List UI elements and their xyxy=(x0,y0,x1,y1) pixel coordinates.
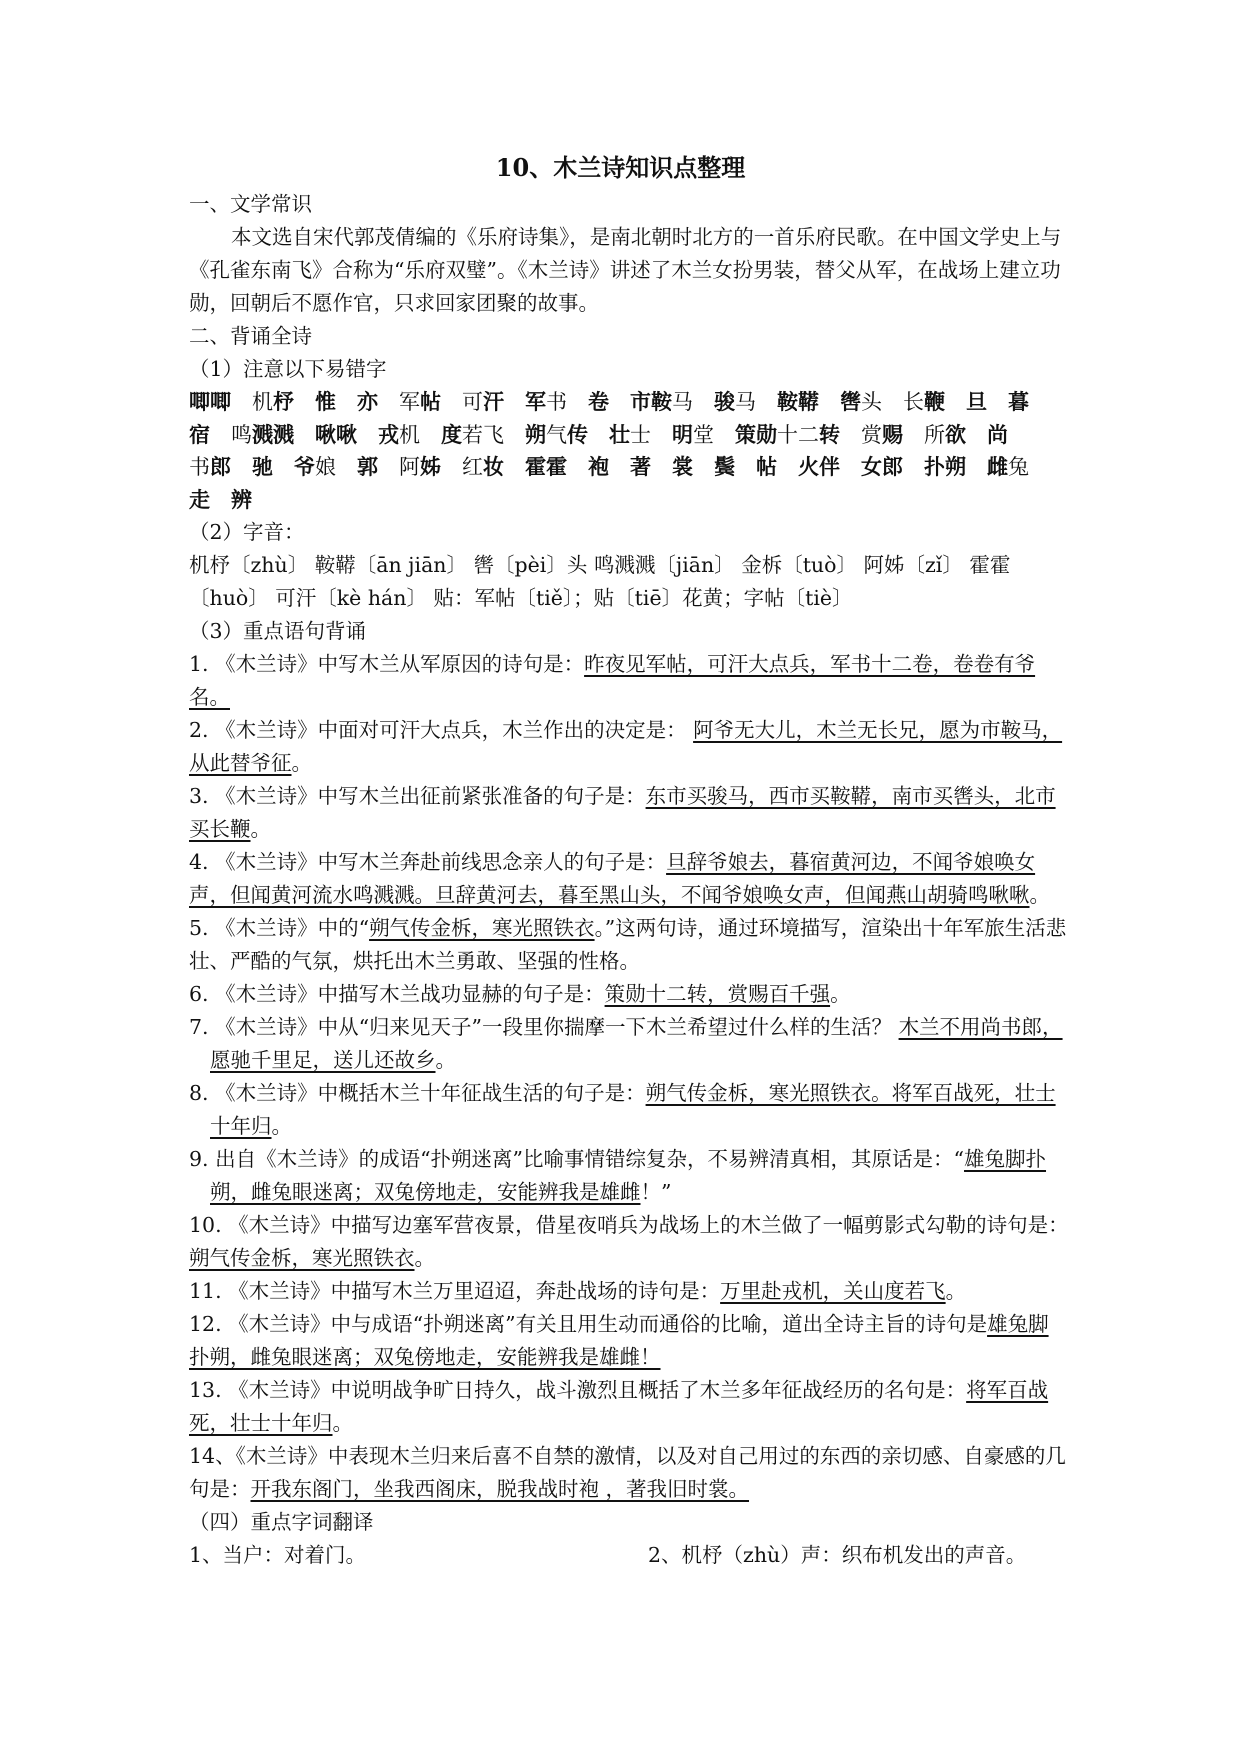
typo-word-part: 霍霍 xyxy=(525,454,567,479)
typo-word-part: 士 xyxy=(630,422,651,447)
recite-section xyxy=(189,320,1069,1572)
typo-word-part: 鞍鞯 xyxy=(777,389,819,414)
typo-word-part: 郭 xyxy=(357,454,378,479)
recitation-answer: 将军百战死，壮士十年归 xyxy=(189,1378,1049,1435)
typo-word-part: 袍 xyxy=(588,454,609,479)
typo-word-part: 帖 xyxy=(756,454,777,479)
typo-word-part: 书 xyxy=(546,390,567,414)
typo-word xyxy=(357,390,378,414)
typo-word-part: 姊 xyxy=(420,454,441,479)
recitation-answer: 木兰不用尚书郎，愿驰千里足，送儿还故乡 xyxy=(210,1015,1063,1072)
typo-word-part: 书 xyxy=(189,455,210,479)
typo-word-part: 卷 xyxy=(588,389,609,414)
typo-word-part: 红 xyxy=(462,455,483,479)
typo-word-part: 长 xyxy=(903,390,924,414)
recitation-question: 6. 《木兰诗》中描写木兰战功显赫的句子是： xyxy=(189,982,605,1006)
recitation-question: 。 xyxy=(250,817,271,841)
typo-word xyxy=(840,390,882,414)
typo-word xyxy=(252,455,273,479)
typo-word-part: 杼 xyxy=(273,389,294,414)
recitation-item xyxy=(189,1374,1069,1440)
typo-word xyxy=(462,455,504,479)
typo-word-part: 宿 xyxy=(189,421,210,447)
typo-word xyxy=(441,423,504,447)
literature-text: 本文选自宋代郭茂倩编的《乐府诗集》，是南北朝时北方的一首乐府民歌。在中国文学史上与《孔雀东南飞》合称为“乐府双璧”。《木兰诗》讲述了木兰女扮男装，替父从军，在战场上建立功勋，回朝后不愿作官，只求回家团聚的故事。 xyxy=(189,225,1062,315)
recitation-question: 14、《木兰诗》中表现木兰归来后喜不自禁的激情，以及对自己用过的东西的亲切感、自豪感的几句是： xyxy=(189,1444,1066,1501)
recitation-item xyxy=(189,1308,1069,1374)
typo-word xyxy=(315,390,336,414)
typo-word xyxy=(714,390,756,414)
typo-word-part: 阿 xyxy=(399,455,420,479)
recitation-list xyxy=(189,648,1069,1506)
recitation-question: 。 xyxy=(414,1246,435,1270)
typo-word-part: 汗 xyxy=(483,389,504,414)
typo-word xyxy=(189,423,210,447)
typo-word-part: 赐 xyxy=(882,421,903,447)
typo-word-part: 驰 xyxy=(252,454,273,479)
recitation-answer: 朔气传金柝，寒光照铁衣 xyxy=(189,1246,415,1270)
typo-word xyxy=(777,390,819,414)
recitation-question: ！” xyxy=(640,1180,672,1204)
recitation-item xyxy=(189,714,1069,780)
typo-word-part: 鞍 xyxy=(651,389,672,414)
typo-word xyxy=(525,390,567,414)
typo-word-part: 军 xyxy=(399,390,420,414)
recitation-item xyxy=(189,1143,1069,1209)
typo-word xyxy=(630,390,693,414)
typo-word-part: 裳 xyxy=(672,454,693,479)
recitation-subheading: （3）重点语句背诵 xyxy=(189,619,367,643)
typo-word-part: 戎 xyxy=(378,421,399,447)
typo-word-part: 机 xyxy=(252,390,273,414)
typo-subheading: （1）注意以下易错字 xyxy=(189,357,387,381)
typo-word-part: 走 xyxy=(189,486,210,512)
recitation-answer: 阿爷无大儿，木兰无长兄，愿为市鞍马，从此替爷征 xyxy=(189,718,1063,775)
page-title: 10、木兰诗知识点整理 xyxy=(495,153,746,182)
translation-heading: （四）重点字词翻译 xyxy=(189,1510,374,1534)
typo-word xyxy=(189,390,231,414)
typo-word xyxy=(924,423,966,447)
translation-item: 1、当户：对着门。 xyxy=(189,1543,367,1567)
typo-word-part: 亦 xyxy=(357,389,378,414)
recitation-item xyxy=(189,1440,1069,1506)
recitation-question: 5. 《木兰诗》中的“ xyxy=(189,916,370,940)
typo-word xyxy=(315,423,357,447)
typo-word xyxy=(399,390,441,414)
recitation-answer: 朔气传金柝，寒光照铁衣 xyxy=(369,916,595,940)
recitation-question: 8. 《木兰诗》中概括木兰十年征战生活的句子是： xyxy=(189,1081,646,1105)
typo-word-part: 唧唧 xyxy=(189,389,231,414)
typo-word xyxy=(987,455,1029,479)
typo-word-part: 啾啾 xyxy=(315,421,357,447)
recitation-answer: 策勋十二转，赏赐百千强 xyxy=(604,982,831,1006)
pronunciation-line: 〔huò〕 可汗〔kè hán〕 贴：军帖〔tiě〕；贴〔tiē〕花黄；字帖〔tiè〕 xyxy=(189,586,853,610)
typo-word-part: 若飞 xyxy=(462,422,504,447)
typo-word-part: 女郎 xyxy=(861,454,903,479)
typo-word-part: 传 xyxy=(567,421,588,447)
typo-word-part: 骏 xyxy=(714,389,735,414)
typo-word xyxy=(294,455,336,479)
typo-word xyxy=(672,455,693,479)
typo-word xyxy=(525,455,567,479)
typo-word xyxy=(714,455,735,479)
typo-word-part: 机 xyxy=(399,422,420,447)
typo-word-part: 雌 xyxy=(987,454,1008,479)
typo-word-part: 头 xyxy=(861,390,882,414)
typo-word xyxy=(861,455,903,479)
recitation-item xyxy=(189,1077,1069,1143)
typo-word-part: 转 xyxy=(819,421,840,447)
typo-word xyxy=(231,488,252,512)
typo-word-part: 市 xyxy=(630,389,651,414)
typo-word xyxy=(189,455,231,479)
typo-word xyxy=(231,423,294,447)
typo-word-part: 扑朔 xyxy=(924,454,966,479)
literature-section xyxy=(189,188,1069,320)
typo-word-part: 溅溅 xyxy=(252,421,294,447)
typo-word-part: 暮 xyxy=(1008,389,1029,414)
recitation-answer: 雄兔脚扑朔，雌兔眼迷离；双兔傍地走，安能辨我是雄雌！ xyxy=(189,1312,1049,1369)
typo-word-part: 著 xyxy=(630,454,651,479)
recitation-question: 4. 《木兰诗》中写木兰奔赴前线思念亲人的句子是： xyxy=(189,850,667,874)
typo-word-part: 明 xyxy=(672,421,693,447)
typo-word xyxy=(672,423,714,447)
typo-word xyxy=(357,455,378,479)
typo-word xyxy=(861,423,903,447)
recitation-question: 。 xyxy=(291,751,312,775)
typo-word xyxy=(966,390,987,414)
recitation-question: 2. 《木兰诗》中面对可汗大点兵，木兰作出的决定是： xyxy=(189,718,694,742)
typo-word xyxy=(1008,390,1029,414)
recitation-item xyxy=(189,780,1069,846)
typo-word-part: 马 xyxy=(735,390,756,414)
recitation-question: 。 xyxy=(435,1048,456,1072)
typo-word-part: 帖 xyxy=(420,389,441,414)
recitation-item xyxy=(189,846,1069,912)
typo-word-part: 堂 xyxy=(693,422,714,447)
typo-word-part: 马 xyxy=(672,390,693,414)
recitation-item xyxy=(189,912,1069,978)
pronunciation-line: 机杼〔zhù〕 鞍鞯〔ān jiān〕 辔〔pèi〕头 鸣溅溅〔jiān〕 金柝〔tuò〕 阿姊〔zǐ〕 霍霍 xyxy=(189,553,1011,577)
recitation-answer: 开我东阁门，坐我西阁床，脱我战时袍 ，著我旧时裳。 xyxy=(250,1477,750,1501)
typo-word xyxy=(903,390,945,414)
typo-word xyxy=(630,455,651,479)
recitation-question: 。 xyxy=(271,1114,292,1138)
recitation-question: 11. 《木兰诗》中描写木兰万里迢迢，奔赴战场的诗句是： xyxy=(189,1279,721,1303)
typo-word xyxy=(252,390,294,414)
recitation-question: 7. 《木兰诗》中从“归来见天子”一段里你揣摩一下木兰希望过什么样的生活？ xyxy=(189,1015,899,1039)
recitation-answer: 雄兔脚扑朔，雌兔眼迷离；双兔傍地走，安能辨我是雄雌 xyxy=(210,1147,1047,1204)
typo-word-part: 可 xyxy=(462,390,483,414)
recitation-question: 10. 《木兰诗》中描写边塞军营夜景，借星夜哨兵为战场上的木兰做了一幅剪影式勾勒的诗句是： xyxy=(189,1213,1069,1237)
recitation-question: 1. 《木兰诗》中写木兰从军原因的诗句是： xyxy=(189,652,585,676)
typo-word-part: 欲 xyxy=(945,421,966,447)
recitation-question: 。 xyxy=(332,1411,353,1435)
typo-word-part: 郎 xyxy=(210,454,231,479)
recitation-item xyxy=(189,1209,1069,1275)
recitation-answer: 旦辞爷娘去，暮宿黄河边，不闻爷娘唤女声，但闻黄河流水鸣溅溅。旦辞黄河去，暮至黑山头，不闻爷娘唤女声，但闻燕山胡骑鸣啾啾 xyxy=(189,850,1036,907)
recitation-question: 。”这两句诗，通过环境描写，渲染出十年军旅生活悲壮、严酷的气氛，烘托出木兰勇敢、坚强的性格。 xyxy=(189,916,1067,973)
recitation-answer: 昨夜见军帖，可汗大点兵，军书十二卷，卷卷有爷名。 xyxy=(189,652,1036,709)
typo-word xyxy=(924,455,966,479)
recitation-answer: 万里赴戎机，关山度若飞 xyxy=(720,1279,946,1303)
typo-word xyxy=(189,488,210,512)
typo-word-part: 策勋 xyxy=(735,421,777,447)
recitation-item xyxy=(189,1275,1069,1308)
typo-word-part: 十二 xyxy=(777,422,819,447)
recitation-item xyxy=(189,978,1069,1011)
literature-heading: 一、文学常识 xyxy=(189,192,312,216)
recite-heading: 二、背诵全诗 xyxy=(189,324,312,348)
typo-word xyxy=(609,423,651,447)
recitation-answer: 东市买骏马，西市买鞍鞯，南市买辔头，北市买长鞭 xyxy=(189,784,1056,841)
typo-word-part: 朔 xyxy=(525,421,546,447)
typo-word-part: 鸣 xyxy=(231,422,252,447)
typo-word xyxy=(798,455,840,479)
typo-word xyxy=(588,455,609,479)
recitation-item xyxy=(189,648,1069,714)
typo-word-part: 鞭 xyxy=(924,389,945,414)
recitation-item xyxy=(189,1011,1069,1077)
typo-word xyxy=(756,455,777,479)
typo-word-part: 辨 xyxy=(231,486,252,512)
typo-word-part: 度 xyxy=(441,421,462,447)
typo-word xyxy=(462,390,504,414)
typo-word-part: 所 xyxy=(924,422,945,447)
translation-item: 2、机杼（zhù）声：织布机发出的声音。 xyxy=(648,1543,1027,1567)
typo-word-part: 壮 xyxy=(609,421,630,447)
recitation-question: 。 xyxy=(830,982,851,1006)
recitation-question: 。 xyxy=(1029,883,1050,907)
typo-word-list xyxy=(189,386,1069,516)
typo-word xyxy=(378,423,420,447)
translation-row xyxy=(189,1539,1069,1572)
recitation-question: 13. 《木兰诗》中说明战争旷日持久，战斗激烈且概括了木兰多年征战经历的名句是： xyxy=(189,1378,967,1402)
typo-word-part: 赏 xyxy=(861,422,882,447)
typo-word xyxy=(987,423,1008,447)
typo-word-part: 辔 xyxy=(840,389,861,414)
recitation-question: 。 xyxy=(945,1279,967,1303)
typo-word-part: 气 xyxy=(546,422,567,447)
pronunciation-subheading: （2）字音： xyxy=(189,520,305,544)
typo-word-part: 尚 xyxy=(987,421,1008,447)
typo-word xyxy=(735,423,840,447)
typo-word xyxy=(588,390,609,414)
typo-word-part: 鬓 xyxy=(714,454,735,479)
typo-word-part: 妆 xyxy=(483,454,504,479)
typo-word-part: 爷 xyxy=(294,454,315,479)
typo-word-part: 娘 xyxy=(315,455,336,479)
recitation-answer: 朔气传金柝，寒光照铁衣。将军百战死，壮士十年归 xyxy=(210,1081,1056,1138)
typo-word-part: 旦 xyxy=(966,389,987,414)
typo-word-part: 火伴 xyxy=(798,454,840,479)
recitation-question: 12. 《木兰诗》中与成语“扑朔迷离”有关且用生动而通俗的比喻，道出全诗主旨的诗句是 xyxy=(189,1312,988,1336)
typo-word-part: 军 xyxy=(525,389,546,414)
typo-word-part: 兔 xyxy=(1008,455,1029,479)
typo-word-part: 惟 xyxy=(315,389,336,414)
recitation-question: 3. 《木兰诗》中写木兰出征前紧张准备的句子是： xyxy=(189,784,646,808)
typo-word xyxy=(399,455,441,479)
typo-word xyxy=(525,423,588,447)
recitation-question: 9. 出自《木兰诗》的成语“扑朔迷离”比喻事情错综复杂，不易辨清真相，其原话是：“ xyxy=(189,1147,965,1171)
